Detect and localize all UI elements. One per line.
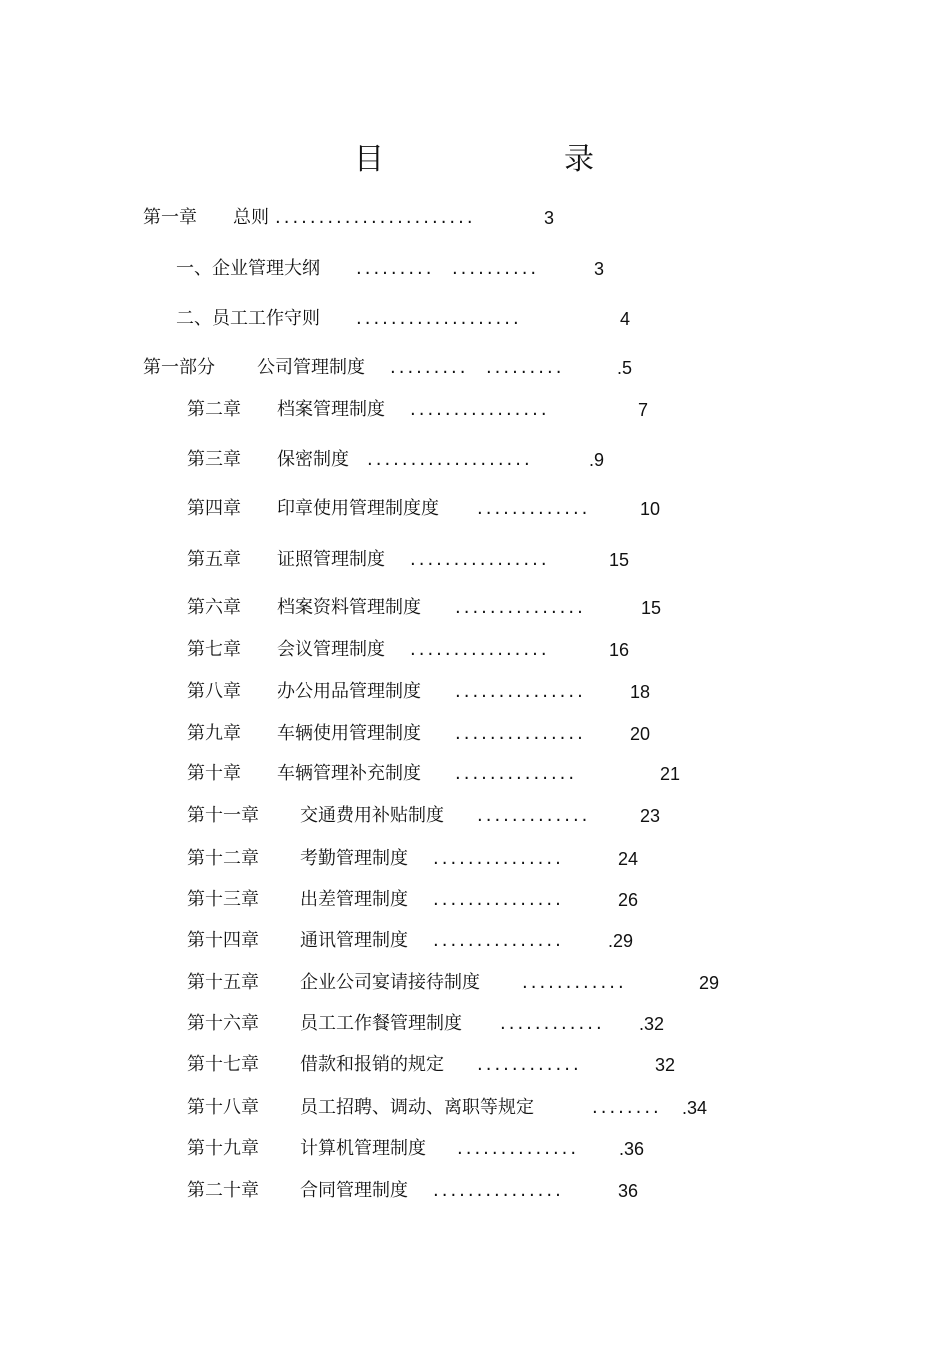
toc-entry-leader: ......... .......... <box>356 258 540 279</box>
toc-entry[interactable] <box>187 596 677 620</box>
toc-entry-title: 借款和报销的规定 <box>300 1054 444 1075</box>
toc-entry-title: 员工招聘、调动、离职等规定 <box>300 1097 534 1118</box>
toc-entry-title: 计算机管理制度 <box>300 1138 426 1159</box>
toc-entry-leader: ............... <box>433 889 564 910</box>
toc-entry-title: 印章使用管理制度度 <box>277 498 439 519</box>
toc-entry-leader: ................ <box>410 399 550 420</box>
toc-entry-label: 第二十章 <box>187 1180 259 1201</box>
toc-entry-leader: ................ <box>410 639 550 660</box>
toc-entry-title: 保密制度 <box>277 449 349 470</box>
toc-entry-leader: ............... <box>455 681 586 702</box>
toc-entry-title: 通讯管理制度 <box>300 930 408 951</box>
toc-entry[interactable] <box>187 497 677 521</box>
toc-entry[interactable] <box>187 1053 707 1077</box>
toc-entry-leader: ........ <box>592 1097 662 1118</box>
toc-entry-label: 第十章 <box>187 763 241 784</box>
toc-entry-page: 16 <box>609 640 630 660</box>
toc-entry-leader: ................... <box>367 449 533 470</box>
toc-entry-label: 第二章 <box>187 399 241 420</box>
toc-entry-title: 档案管理制度 <box>277 399 385 420</box>
toc-entry-page: 32 <box>655 1055 676 1075</box>
toc-entry[interactable] <box>187 804 677 828</box>
toc-entry[interactable] <box>187 762 697 786</box>
toc-entry[interactable] <box>187 722 677 746</box>
toc-entry[interactable] <box>187 888 657 912</box>
toc-entry-label: 一、企业管理大纲 <box>176 258 320 279</box>
toc-entry-leader: ............ <box>477 1054 582 1075</box>
toc-entry-leader: ......... ......... <box>390 357 565 378</box>
toc-entry[interactable] <box>176 257 626 281</box>
toc-entry-title: 办公用品管理制度 <box>277 681 421 702</box>
toc-entry-page: 18 <box>630 682 651 702</box>
toc-entry-title: 考勤管理制度 <box>300 848 408 869</box>
toc-entry-page: 15 <box>641 598 662 618</box>
toc-entry-title: 证照管理制度 <box>277 549 385 570</box>
toc-entry-title: 档案资料管理制度 <box>277 597 421 618</box>
toc-entry[interactable] <box>176 307 646 331</box>
toc-entry-page: 23 <box>640 806 661 826</box>
toc-entry[interactable] <box>187 1012 687 1036</box>
toc-entry-title: 员工工作餐管理制度 <box>300 1013 462 1034</box>
toc-entry-page: 29 <box>699 973 720 993</box>
toc-entry-page: 7 <box>638 400 649 420</box>
toc-heading-left: 目 <box>354 142 384 177</box>
toc-entry-label: 第十六章 <box>187 1013 259 1034</box>
toc-entry[interactable] <box>187 1137 667 1161</box>
toc-entry[interactable] <box>187 398 667 422</box>
toc-entry-page: .9 <box>589 450 605 470</box>
toc-entry-label: 二、员工工作守则 <box>176 308 320 329</box>
toc-entry-label: 第十四章 <box>187 930 259 951</box>
toc-entry-label: 第十三章 <box>187 889 259 910</box>
toc-entry-title: 公司管理制度 <box>257 357 365 378</box>
toc-entry-leader: ............ <box>500 1013 605 1034</box>
toc-entry[interactable] <box>187 680 677 704</box>
toc-entry-label: 第十二章 <box>187 848 259 869</box>
toc-entry-label: 第十五章 <box>187 972 259 993</box>
toc-entry-title: 出差管理制度 <box>300 889 408 910</box>
toc-entry-page: 3 <box>544 208 555 228</box>
toc-entry-label: 第八章 <box>187 681 241 702</box>
toc-entry-label: 第十一章 <box>187 805 259 826</box>
toc-entry-page: 26 <box>618 890 639 910</box>
toc-entry[interactable] <box>143 206 573 230</box>
toc-entry-page: 21 <box>660 764 681 784</box>
toc-entry[interactable] <box>187 548 657 572</box>
toc-entry-label: 第五章 <box>187 549 241 570</box>
toc-entry-page: 3 <box>594 259 605 279</box>
toc-entry-page: 4 <box>620 309 631 329</box>
toc-entry-page: 15 <box>609 550 630 570</box>
toc-entry-page: .32 <box>639 1014 665 1034</box>
toc-entry-leader: ............. <box>477 805 591 826</box>
toc-entry-label: 第三章 <box>187 449 241 470</box>
toc-entry-page: .5 <box>617 358 633 378</box>
toc-entry-leader: .............. <box>455 763 578 784</box>
toc-entry[interactable] <box>187 448 627 472</box>
toc-entry-leader: ............... <box>433 930 564 951</box>
toc-heading-right: 录 <box>564 142 594 177</box>
toc-entry-label: 第七章 <box>187 639 241 660</box>
toc-entry-title: 车辆使用管理制度 <box>277 723 421 744</box>
toc-entry-title: 车辆管理补充制度 <box>277 763 421 784</box>
toc-entry-page: .36 <box>619 1139 645 1159</box>
toc-entry-page: 36 <box>618 1181 639 1201</box>
toc-entry-title: 会议管理制度 <box>277 639 385 660</box>
toc-entry-title: 交通费用补贴制度 <box>300 805 444 826</box>
toc-entry[interactable] <box>187 1096 727 1120</box>
toc-entry-leader: ................ <box>410 549 550 570</box>
toc-entry-leader: ................... <box>356 308 522 329</box>
toc-entry-page: 24 <box>618 849 639 869</box>
toc-entry[interactable] <box>143 356 643 380</box>
toc-entry-page: 20 <box>630 724 651 744</box>
toc-entry-leader: ............. <box>477 498 591 519</box>
toc-entry-title: 企业公司宴请接待制度 <box>300 972 480 993</box>
toc-entry[interactable] <box>187 1179 667 1203</box>
toc-entry-leader: ............... <box>455 597 586 618</box>
toc-entry-leader: ............... <box>433 1180 564 1201</box>
toc-entry-page: .29 <box>608 931 634 951</box>
toc-entry-label: 第十七章 <box>187 1054 259 1075</box>
toc-entry-label: 第六章 <box>187 597 241 618</box>
toc-entry[interactable] <box>187 929 657 953</box>
toc-entry-leader: .............. <box>457 1138 580 1159</box>
toc-entry-label: 第一章 <box>143 207 197 228</box>
toc-entry-leader: ............ <box>522 972 627 993</box>
toc-entry[interactable] <box>187 971 747 995</box>
toc-entry-page: .34 <box>682 1098 708 1118</box>
toc-entry-label: 第十八章 <box>187 1097 259 1118</box>
toc-entry-page: 10 <box>640 499 661 519</box>
toc-entry-title: 合同管理制度 <box>300 1180 408 1201</box>
toc-entry-title: 总则 <box>233 207 269 228</box>
toc-entry-leader: ....................... <box>275 207 476 228</box>
toc-entry-label: 第十九章 <box>187 1138 259 1159</box>
toc-entry-label: 第一部分 <box>143 357 215 378</box>
toc-entry-leader: ............... <box>433 848 564 869</box>
toc-entry[interactable] <box>187 847 657 871</box>
toc-entry-label: 第四章 <box>187 498 241 519</box>
toc-entry-leader: ............... <box>455 723 586 744</box>
toc-entry-label: 第九章 <box>187 723 241 744</box>
toc-entry[interactable] <box>187 638 657 662</box>
